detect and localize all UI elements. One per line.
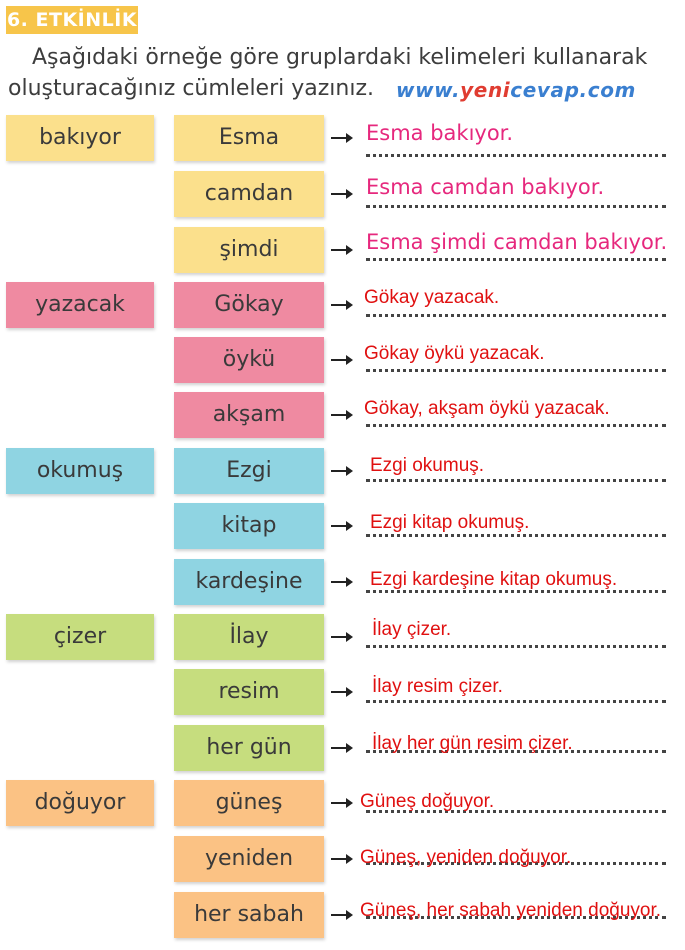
word-card: Gökay [174,282,324,328]
word-card: yeniden [174,836,324,882]
answer-line [366,700,666,703]
answer-sentence: Güneş, yeniden doğuyor. [360,847,572,868]
word-card: resim [174,669,324,715]
word-card: Ezgi [174,448,324,494]
answer-sentence: Ezgi okumuş. [370,455,485,476]
word-card: her gün [174,725,324,771]
arrow-icon [331,581,351,583]
answer-line [366,479,666,482]
answer-sentence: İlay çizer. [372,619,452,640]
word-card: şimdi [174,227,324,273]
answer-sentence: Güneş doğuyor. [360,791,495,812]
verb-card: okumuş [6,448,154,494]
answer-sentence: Esma bakıyor. [366,121,514,145]
watermark-prefix: www. [396,78,461,102]
activity-badge: 6. ETKİNLİK [6,6,138,34]
answer-line [366,314,666,317]
answer-line [366,154,666,157]
answer-sentence: Gökay öykü yazacak. [364,343,545,364]
instruction-line-2: oluşturacağınız cümleleri yazınız. [8,76,374,101]
arrow-icon [331,802,351,804]
answer-line [366,424,666,427]
word-card: Esma [174,115,324,161]
arrow-icon [331,691,351,693]
arrow-icon [331,249,351,251]
word-card: her sabah [174,892,324,938]
answer-sentence: Ezgi kitap okumuş. [370,512,530,533]
answer-sentence: Esma şimdi camdan bakıyor. [366,230,668,254]
word-card: kardeşine [174,559,324,605]
answer-line [366,645,666,648]
answer-line [366,205,666,208]
answer-sentence: İlay her gün resim çizer. [372,733,573,754]
word-card: camdan [174,171,324,217]
arrow-icon [331,304,351,306]
watermark-highlight: yeni [460,78,511,102]
arrow-icon [331,914,351,916]
arrow-icon [331,193,351,195]
answer-line [366,258,666,261]
answer-sentence: İlay resim çizer. [372,676,503,697]
arrow-icon [331,414,351,416]
verb-card: bakıyor [6,115,154,161]
arrow-icon [331,359,351,361]
word-card: öykü [174,337,324,383]
word-card: kitap [174,503,324,549]
arrow-icon [331,525,351,527]
answer-line [366,369,666,372]
arrow-icon [331,636,351,638]
word-card: güneş [174,780,324,826]
arrow-icon [331,747,351,749]
arrow-icon [331,858,351,860]
arrow-icon [331,137,351,139]
word-card: akşam [174,392,324,438]
watermark-suffix: cevap.com [510,78,636,102]
answer-sentence: Esma camdan bakıyor. [366,175,605,199]
answer-line [366,534,666,537]
arrow-icon [331,470,351,472]
answer-sentence: Güneş, her sabah yeniden doğuyor. [360,900,662,921]
answer-sentence: Gökay yazacak. [364,287,500,308]
instruction-line-1: Aşağıdaki örneğe göre gruplardaki kelimeleri kullanarak [32,45,648,70]
answer-sentence: Gökay, akşam öykü yazacak. [364,398,610,419]
word-card: İlay [174,614,324,660]
verb-card: doğuyor [6,780,154,826]
answer-sentence: Ezgi kardeşine kitap okumuş. [370,569,618,590]
watermark [396,78,636,102]
verb-card: çizer [6,614,154,660]
verb-card: yazacak [6,282,154,328]
